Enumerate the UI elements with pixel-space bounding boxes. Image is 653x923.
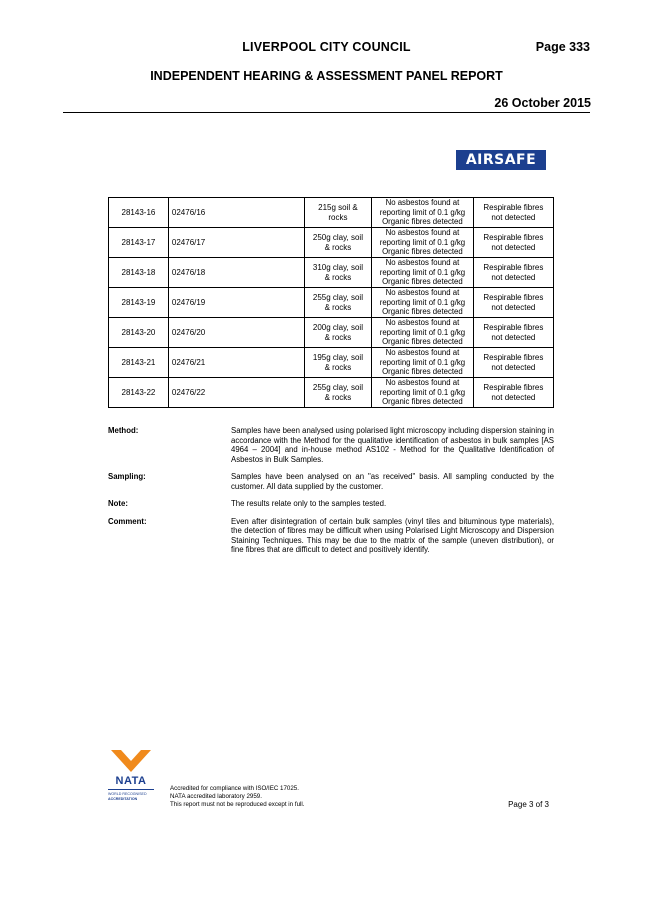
notes-section <box>108 426 554 563</box>
nata-wordmark: NATA <box>115 775 147 787</box>
accreditation-line: This report must not be reproduced except in full. <box>170 801 305 808</box>
respirable-fibres-cell-line: not detected <box>491 272 536 282</box>
asbestos-result-cell <box>372 288 474 318</box>
respirable-fibres-cell-line: not detected <box>491 392 536 402</box>
note-label: Note: <box>108 499 128 508</box>
asbestos-result-cell-line: Organic fibres detected <box>382 277 463 287</box>
sample-description-cell <box>304 198 371 228</box>
table-row <box>109 348 554 378</box>
nata-caption-2: ACCREDITATION <box>108 796 138 801</box>
sample-id-cell: 02476/21 <box>168 348 304 378</box>
sample-id-cell: 02476/20 <box>168 318 304 348</box>
asbestos-result-cell <box>372 318 474 348</box>
table-row <box>109 288 554 318</box>
sample-description-cell-line: & rocks <box>324 302 352 312</box>
asbestos-result-cell-line: No asbestos found at <box>385 198 460 208</box>
sample-id-cell: 02476/18 <box>168 258 304 288</box>
note-label: Comment: <box>108 516 147 526</box>
note-text: Samples have been analysed on an "as received" basis. All sampling conducted by the customer. All data supplied by the customer. <box>231 472 554 491</box>
asbestos-result-cell-line: Organic fibres detected <box>382 337 463 347</box>
asbestos-result-cell-line: reporting limit of 0.1 g/kg <box>379 267 466 277</box>
respirable-fibres-cell <box>473 228 553 258</box>
table-row <box>109 228 554 258</box>
asbestos-result-cell-line: Organic fibres detected <box>382 397 463 407</box>
asbestos-result-cell-line: No asbestos found at <box>385 378 460 388</box>
note-row <box>108 426 554 464</box>
sample-description-cell <box>304 348 371 378</box>
respirable-fibres-cell-line: not detected <box>491 242 536 252</box>
table-row <box>109 378 554 408</box>
note-label: Sampling: <box>108 472 146 481</box>
respirable-fibres-cell-line: Respirable fibres <box>483 202 544 212</box>
footer-page-number: Page 3 of 3 <box>508 800 549 809</box>
lab-number-cell: 28143-19 <box>109 288 169 318</box>
lab-number-cell: 28143-21 <box>109 348 169 378</box>
asbestos-result-cell-line: Organic fibres detected <box>382 367 463 377</box>
sample-description-cell-line: & rocks <box>324 272 352 282</box>
asbestos-result-cell-line: No asbestos found at <box>385 258 460 268</box>
lab-number-cell: 28143-20 <box>109 318 169 348</box>
accreditation-line: Accredited for compliance with ISO/IEC 17025. <box>170 785 299 792</box>
sample-description-cell-line: & rocks <box>324 242 352 252</box>
asbestos-result-cell <box>372 348 474 378</box>
asbestos-result-cell <box>372 378 474 408</box>
table-row <box>109 318 554 348</box>
asbestos-result-cell-line: No asbestos found at <box>385 288 460 298</box>
note-row <box>108 517 554 555</box>
respirable-fibres-cell-line: not detected <box>491 212 536 222</box>
asbestos-result-cell-line: reporting limit of 0.1 g/kg <box>379 387 466 397</box>
respirable-fibres-cell-line: Respirable fibres <box>483 232 544 242</box>
respirable-fibres-cell-line: not detected <box>491 302 536 312</box>
sample-id-cell: 02476/22 <box>168 378 304 408</box>
asbestos-result-cell-line: Organic fibres detected <box>382 247 463 257</box>
table-row <box>109 198 554 228</box>
respirable-fibres-cell-line: Respirable fibres <box>483 382 544 392</box>
sample-description-cell-line: 215g soil & <box>318 202 358 212</box>
sample-description-cell <box>304 228 371 258</box>
council-name: LIVERPOOL CITY COUNCIL <box>242 40 411 54</box>
respirable-fibres-cell <box>473 198 553 228</box>
asbestos-result-cell-line: reporting limit of 0.1 g/kg <box>379 237 466 247</box>
sample-id-cell: 02476/19 <box>168 288 304 318</box>
note-label: Method: <box>108 426 139 435</box>
note-text: Even after disintegration of certain bulk samples (vinyl tiles and bituminous type materials), the detection of fibres may be difficult when using Polarised Light Microscopy and Dispersion Staining Techniques. This may be due to the matrix of the sample (uneven distribution), or fine fibres that are difficult to detect and positively identify. <box>231 516 554 554</box>
sample-id-cell: 02476/16 <box>168 198 304 228</box>
note-row <box>108 472 554 491</box>
report-date: 26 October 2015 <box>494 96 591 110</box>
nata-caption-1: WORLD RECOGNISED <box>108 792 147 796</box>
lab-number-cell: 28143-17 <box>109 228 169 258</box>
nata-logo <box>108 748 154 801</box>
respirable-fibres-cell <box>473 258 553 288</box>
asbestos-result-cell-line: No asbestos found at <box>385 318 460 328</box>
sample-description-cell-line: 255g clay, soil <box>312 382 363 392</box>
respirable-fibres-cell <box>473 318 553 348</box>
asbestos-result-cell-line: reporting limit of 0.1 g/kg <box>379 297 466 307</box>
sample-description-cell <box>304 378 371 408</box>
lab-number-cell: 28143-16 <box>109 198 169 228</box>
header-divider <box>63 112 590 113</box>
asbestos-result-cell-line: reporting limit of 0.1 g/kg <box>379 357 466 367</box>
report-title: INDEPENDENT HEARING & ASSESSMENT PANEL REPORT <box>150 69 503 83</box>
asbestos-result-cell-line: Organic fibres detected <box>382 307 463 317</box>
asbestos-result-cell <box>372 198 474 228</box>
sample-description-cell-line: 310g clay, soil <box>312 262 363 272</box>
respirable-fibres-cell-line: not detected <box>491 362 536 372</box>
lab-number-cell: 28143-18 <box>109 258 169 288</box>
sample-description-cell-line: & rocks <box>324 332 352 342</box>
respirable-fibres-cell <box>473 288 553 318</box>
respirable-fibres-cell-line: Respirable fibres <box>483 322 544 332</box>
sample-description-cell-line: rocks <box>328 212 348 222</box>
asbestos-result-cell-line: No asbestos found at <box>385 228 460 238</box>
sample-description-cell-line: 200g clay, soil <box>312 322 363 332</box>
sample-description-cell-line: 250g clay, soil <box>312 232 363 242</box>
note-text: The results relate only to the samples tested. <box>231 499 387 508</box>
note-row <box>108 499 554 509</box>
sample-description-cell <box>304 318 371 348</box>
sample-description-cell <box>304 258 371 288</box>
nata-chevron-icon <box>108 748 154 774</box>
respirable-fibres-cell <box>473 348 553 378</box>
accreditation-line: NATA accredited laboratory 2959. <box>170 793 262 800</box>
sample-description-cell-line: & rocks <box>324 362 352 372</box>
asbestos-result-cell <box>372 228 474 258</box>
respirable-fibres-cell-line: Respirable fibres <box>483 352 544 362</box>
sample-description-cell <box>304 288 371 318</box>
page-number: Page 333 <box>535 40 590 54</box>
asbestos-result-cell <box>372 258 474 288</box>
lab-number-cell: 28143-22 <box>109 378 169 408</box>
note-text: Samples have been analysed using polarised light microscopy including dispersion staining in accordance with the Method for the qualitative identification of asbestos in bulk samples [AS 4964 – 2004] and in-house method AS102 - Method for the Qualitative Identification of Asbestos in Bulk Samples. <box>231 426 554 464</box>
airsafe-logo: AIRSAFE <box>456 150 546 170</box>
respirable-fibres-cell-line: Respirable fibres <box>483 292 544 302</box>
sample-description-cell-line: & rocks <box>324 392 352 402</box>
sample-id-cell: 02476/17 <box>168 228 304 258</box>
nata-divider <box>108 789 154 790</box>
accreditation-statement <box>170 785 304 809</box>
respirable-fibres-cell <box>473 378 553 408</box>
asbestos-result-cell-line: Organic fibres detected <box>382 217 463 227</box>
asbestos-result-cell-line: No asbestos found at <box>385 348 460 358</box>
respirable-fibres-cell-line: not detected <box>491 332 536 342</box>
results-table <box>108 197 554 408</box>
sample-description-cell-line: 255g clay, soil <box>312 292 363 302</box>
sample-description-cell-line: 195g clay, soil <box>312 352 363 362</box>
table-row <box>109 258 554 288</box>
asbestos-result-cell-line: reporting limit of 0.1 g/kg <box>379 327 466 337</box>
respirable-fibres-cell-line: Respirable fibres <box>483 262 544 272</box>
asbestos-result-cell-line: reporting limit of 0.1 g/kg <box>379 207 466 217</box>
